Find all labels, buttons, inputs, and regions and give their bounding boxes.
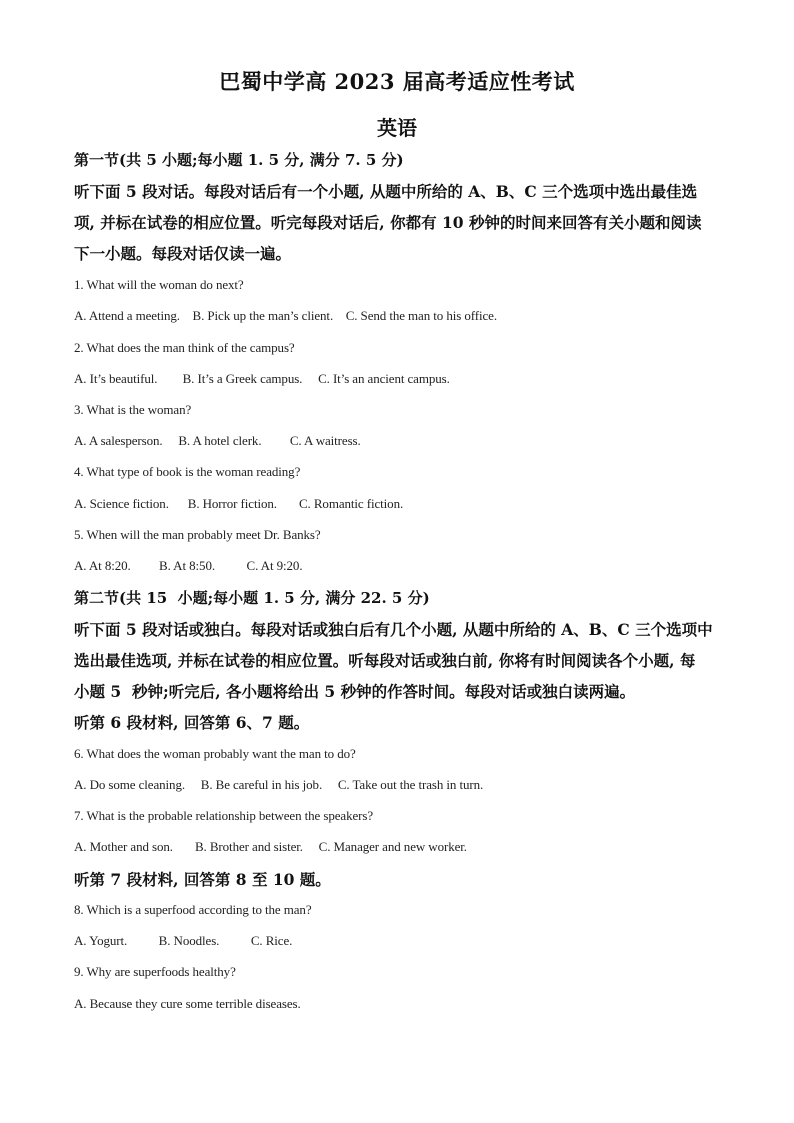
section1-instruction-line-2: 项, 并标在试卷的相应位置。听完每段对话后, 你都有 10 秒钟的时间来回答有关小题和阅读 [74,213,702,232]
question-1-options: A. Attend a meeting. B. Pick up the man’s client. C. Send the man to his office. [74,308,497,323]
question-2-options: A. It’s beautiful. B. It’s a Greek campus. C. It’s an ancient campus. [74,371,450,386]
material-7-heading: 听第 7 段材料, 回答第 8 至 10 题。 [74,870,331,889]
question-1: 1. What will the woman do next? [74,277,244,292]
question-3-options: A. A salesperson. B. A hotel clerk. C. A waitress. [74,433,361,448]
section1-instruction-line-3: 下一小题。每段对话仅读一遍。 [74,244,292,263]
question-6: 6. What does the woman probably want the man to do? [74,746,356,761]
section2-instruction-line-1: 听下面 5 段对话或独白。每段对话或独白后有几个小题, 从题中所给的 A、B、C 三个选项中 [74,620,713,639]
exam-subject: 英语 [377,116,417,140]
section1-instruction-line-1: 听下面 5 段对话。每段对话后有一个小题, 从题中所给的 A、B、C 三个选项中选出最佳选 [74,182,698,201]
question-9: 9. Why are superfoods healthy? [74,964,236,979]
question-4-options: A. Science fiction. B. Horror fiction. C. Romantic fiction. [74,496,404,511]
question-7-options: A. Mother and son. B. Brother and sister. C. Manager and new worker. [74,839,467,854]
question-8: 8. Which is a superfood according to the man? [74,902,312,917]
question-9-options: A. Because they cure some terrible diseases. [74,996,301,1011]
question-5-options: A. At 8:20. B. At 8:50. C. At 9:20. [74,558,303,573]
question-5: 5. When will the man probably meet Dr. Banks? [74,527,321,542]
section1-heading: 第一节(共 5 小题;每小题 1. 5 分, 满分 7. 5 分) [74,151,404,169]
exam-title: 巴蜀中学高 2023 届高考适应性考试 [219,69,575,94]
question-3: 3. What is the woman? [74,402,192,417]
question-6-options: A. Do some cleaning. B. Be careful in his job. C. Take out the trash in turn. [74,777,484,792]
question-8-options: A. Yogurt. B. Noodles. C. Rice. [74,933,293,948]
section2-heading: 第二节(共 15 小题;每小题 1. 5 分, 满分 22. 5 分) [74,589,430,607]
section2-instruction-line-3: 小题 5 秒钟;听完后, 各小题将给出 5 秒钟的作答时间。每段对话或独白读两遍。 [74,682,636,701]
material-6-heading: 听第 6 段材料, 回答第 6、7 题。 [74,713,310,732]
question-4: 4. What type of book is the woman reading? [74,464,301,479]
section2-instruction-line-2: 选出最佳选项, 并标在试卷的相应位置。听每段对话或独白前, 你将有时间阅读各个小题, 每 [74,651,696,670]
question-7: 7. What is the probable relationship between the speakers? [74,808,373,823]
question-2: 2. What does the man think of the campus? [74,340,295,355]
